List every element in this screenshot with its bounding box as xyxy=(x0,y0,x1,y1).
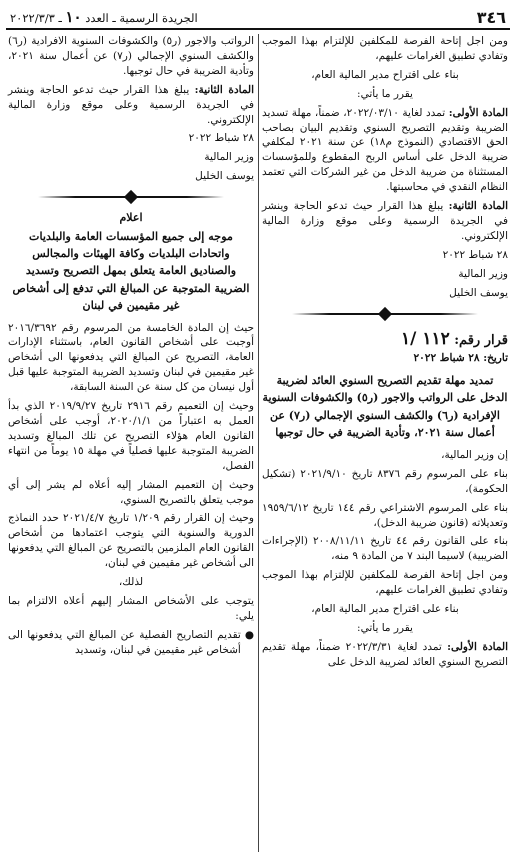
paragraph: يتوجب على الأشخاص المشار إليهم أعلاه الالتزام بما يلي: xyxy=(8,594,254,622)
section-divider xyxy=(38,190,224,204)
article-1 xyxy=(262,106,508,195)
decision-date: تاريخ: ٢٨ شباط ٢٠٢٢ xyxy=(413,351,508,364)
signature-name: يوسف الخليل xyxy=(195,170,254,183)
right-column xyxy=(262,34,508,674)
proposal: بناء على اقتراح مدير المالية العام، xyxy=(311,68,459,81)
issue-number: ١٠ xyxy=(65,8,82,26)
continued-text: الرواتب والاجور (ر٥) والكشوفات السنوية الافرادية (ر٦) والكشف السنوي الإجمالي (ر٧) عن أعمال سنة ٢٠٢١، وتأدية الضريبة في حال توجبها. xyxy=(8,35,254,77)
decision-number-value: ١١٢ /١ xyxy=(401,328,450,349)
signature-date: ٢٨ شباط ٢٠٢٢ xyxy=(188,132,254,145)
gazette-name: الجريدة الرسمية ـ العدد xyxy=(85,11,198,25)
signature-role: وزير المالية xyxy=(458,267,508,280)
paragraph: حيث إن المادة الخامسة من المرسوم رقم ٢٠١٦/٣٦٩٢ أوجبت على أشخاص القانون العام، باستثناء الإدارات العامة، التصريح عن المبالغ التي يدفعونها الى أشخاص غير مقيمين في لبنان وتسديد الضريبة المتوجبة عليها قبل أول نيسان من كل سنة عن السنة السابقة، xyxy=(8,321,254,394)
therefore: لذلك، xyxy=(118,576,144,589)
announcement-heading: موجه إلى جميع المؤسسات العامة والبلديات واتحادات البلديات وكافة الهيئات والمجالس والصناديق العامة يتعلق بمهل التصريح وتسديد الضريبة المتوجبة عن المبالغ التي تدفع إلى أشخاص غير مقيمين في لبنان xyxy=(12,228,250,313)
bullet-icon: ● xyxy=(244,628,254,641)
article-1 xyxy=(262,640,508,670)
diamond-ornament-icon xyxy=(124,190,138,204)
list-item-text: تقديم التصاريح الفصلية عن المبالغ التي يدفعونها الى أشخاص غير مقيمين في لبنان، وتسديد xyxy=(8,628,241,656)
paragraph: وحيث إن التعميم رقم ٢٩١٦ تاريخ ٢٠١٩/٩/٢٧ الذي بدأ العمل به اعتباراً من ٢٠٢٠/١/١، أوجب على أشخاص القانون العام هؤلاء التصريح عن تلك المبالغ وتسديد الضريبة المتوجبة عليها فصلياً في مهلة ١٥ يوماً من انتهاء الفصل، xyxy=(8,400,254,472)
article-text: يبلغ هذا القرار حيث تدعو الحاجة وينشر في الجريدة الرسمية وعلى موقع وزارة المالية الإلكتروني. xyxy=(8,83,254,126)
left-column xyxy=(8,34,254,658)
decides: يقرر ما يأتي: xyxy=(357,87,413,100)
paragraph: ومن اجل إتاحة الفرصة للمكلفين للإلتزام بهذا الموجب وتفادي تطبيق الغرامات عليهم، xyxy=(262,35,508,62)
article-2 xyxy=(8,83,254,128)
article-label: المادة الثانية: xyxy=(194,83,254,96)
article-2 xyxy=(262,199,508,244)
article-text: تمدد لغاية ٢٠٢٢/٣/٣١ ضمناً، مهلة تقديم التصريح السنوي العائد لضريبة الدخل على xyxy=(262,640,508,668)
column-separator xyxy=(258,34,259,852)
basis-1: بناء على المرسوم رقم ٨٣٧٦ تاريخ ٢٠٢١/٩/١٠ (تشكيل الحكومة)، xyxy=(262,467,508,495)
minister-line: إن وزير المالية، xyxy=(441,448,508,461)
article-label: المادة الأولى: xyxy=(448,106,508,119)
announcement-title: اعلام xyxy=(119,211,143,225)
decision-number xyxy=(262,327,508,351)
proposal: بناء على اقتراح مدير المالية العام، xyxy=(311,603,459,616)
section-divider xyxy=(292,307,478,321)
paragraph: وحيث إن القرار رقم ١/٢٠٩ تاريخ ٢٠٢١/٤/٧ حدد النماذج الدورية والسنوية التي يتوجب اعتمادها من أشخاص القانون العام الملزمين بالتصريح عن المبالغ التي يدفعونها الى أشخاص غير مقيمين في لبنان، xyxy=(8,512,254,570)
article-label: المادة الثانية: xyxy=(448,200,508,213)
issue-date: ـ ٢٠٢٢/٣/٣ xyxy=(10,11,62,25)
diamond-ornament-icon xyxy=(378,306,392,320)
article-text: يبلغ هذا القرار حيث تدعو الحاجة وينشر في الجريدة الرسمية وعلى موقع وزارة المالية الإلكتروني. xyxy=(262,200,508,242)
page-header xyxy=(6,6,510,30)
basis-3: بناء على القانون رقم ٤٤ تاريخ ٢٠٠٨/١١/١١ (الإجراءات الضريبية) لاسيما البند ٧ من المادة ٩ منه، xyxy=(262,535,508,563)
signature-date: ٢٨ شباط ٢٠٢٢ xyxy=(442,248,508,261)
gazette-title xyxy=(10,8,198,26)
decision-label: قرار رقم: xyxy=(454,332,508,348)
paragraph: ومن اجل إتاحة الفرصة للمكلفين للإلتزام بهذا الموجب وتفادي تطبيق الغرامات عليهم، xyxy=(262,569,508,597)
article-text: تمدد لغاية ٢٠٢٢/٠٣/١٠، ضمناً، مهلة تسديد الضريبة وتقديم التصريح السنوي وتقديم البيان بصاحب الحق الاقتصادي (النموذج م١٨) عن سنة ٢٠٢١ لمكلفي ضريبة الدخل على أساس الربح المقطوع وللمؤسسات المستثناة من ضريبة الدخل من غير الشركات التي تعتمد النظام النقدي في محاسبتها. xyxy=(262,106,508,194)
list-item xyxy=(8,628,254,658)
basis-2: بناء على المرسوم الاشتراعي رقم ١٤٤ تاريخ ١٩٥٩/٦/١٢ وتعديلاته (قانون ضريبة الدخل)، xyxy=(262,501,508,529)
signature-role: وزير المالية xyxy=(204,151,254,164)
paragraph: وحيث إن التعميم المشار إليه أعلاه لم يشر إلى أي موجب يتعلق بالتصريح السنوي، xyxy=(8,478,254,506)
article-label: المادة الأولى: xyxy=(447,640,509,653)
signature-name: يوسف الخليل xyxy=(449,286,508,299)
page-number: ٣٤٦ xyxy=(476,7,506,27)
decision-title: تمديد مهلة تقديم التصريح السنوي العائد لضريبة الدخل على الرواتب والاجور (ر٥) والكشوفات السنوية الإفرادية (ر٦) والكشف السنوي الإجمالي (ر٧) عن أعمال سنة ٢٠٢١، وتأدية الضريبة في حال توجبها xyxy=(262,373,508,440)
decides: يقرر ما يأتي: xyxy=(357,621,413,634)
